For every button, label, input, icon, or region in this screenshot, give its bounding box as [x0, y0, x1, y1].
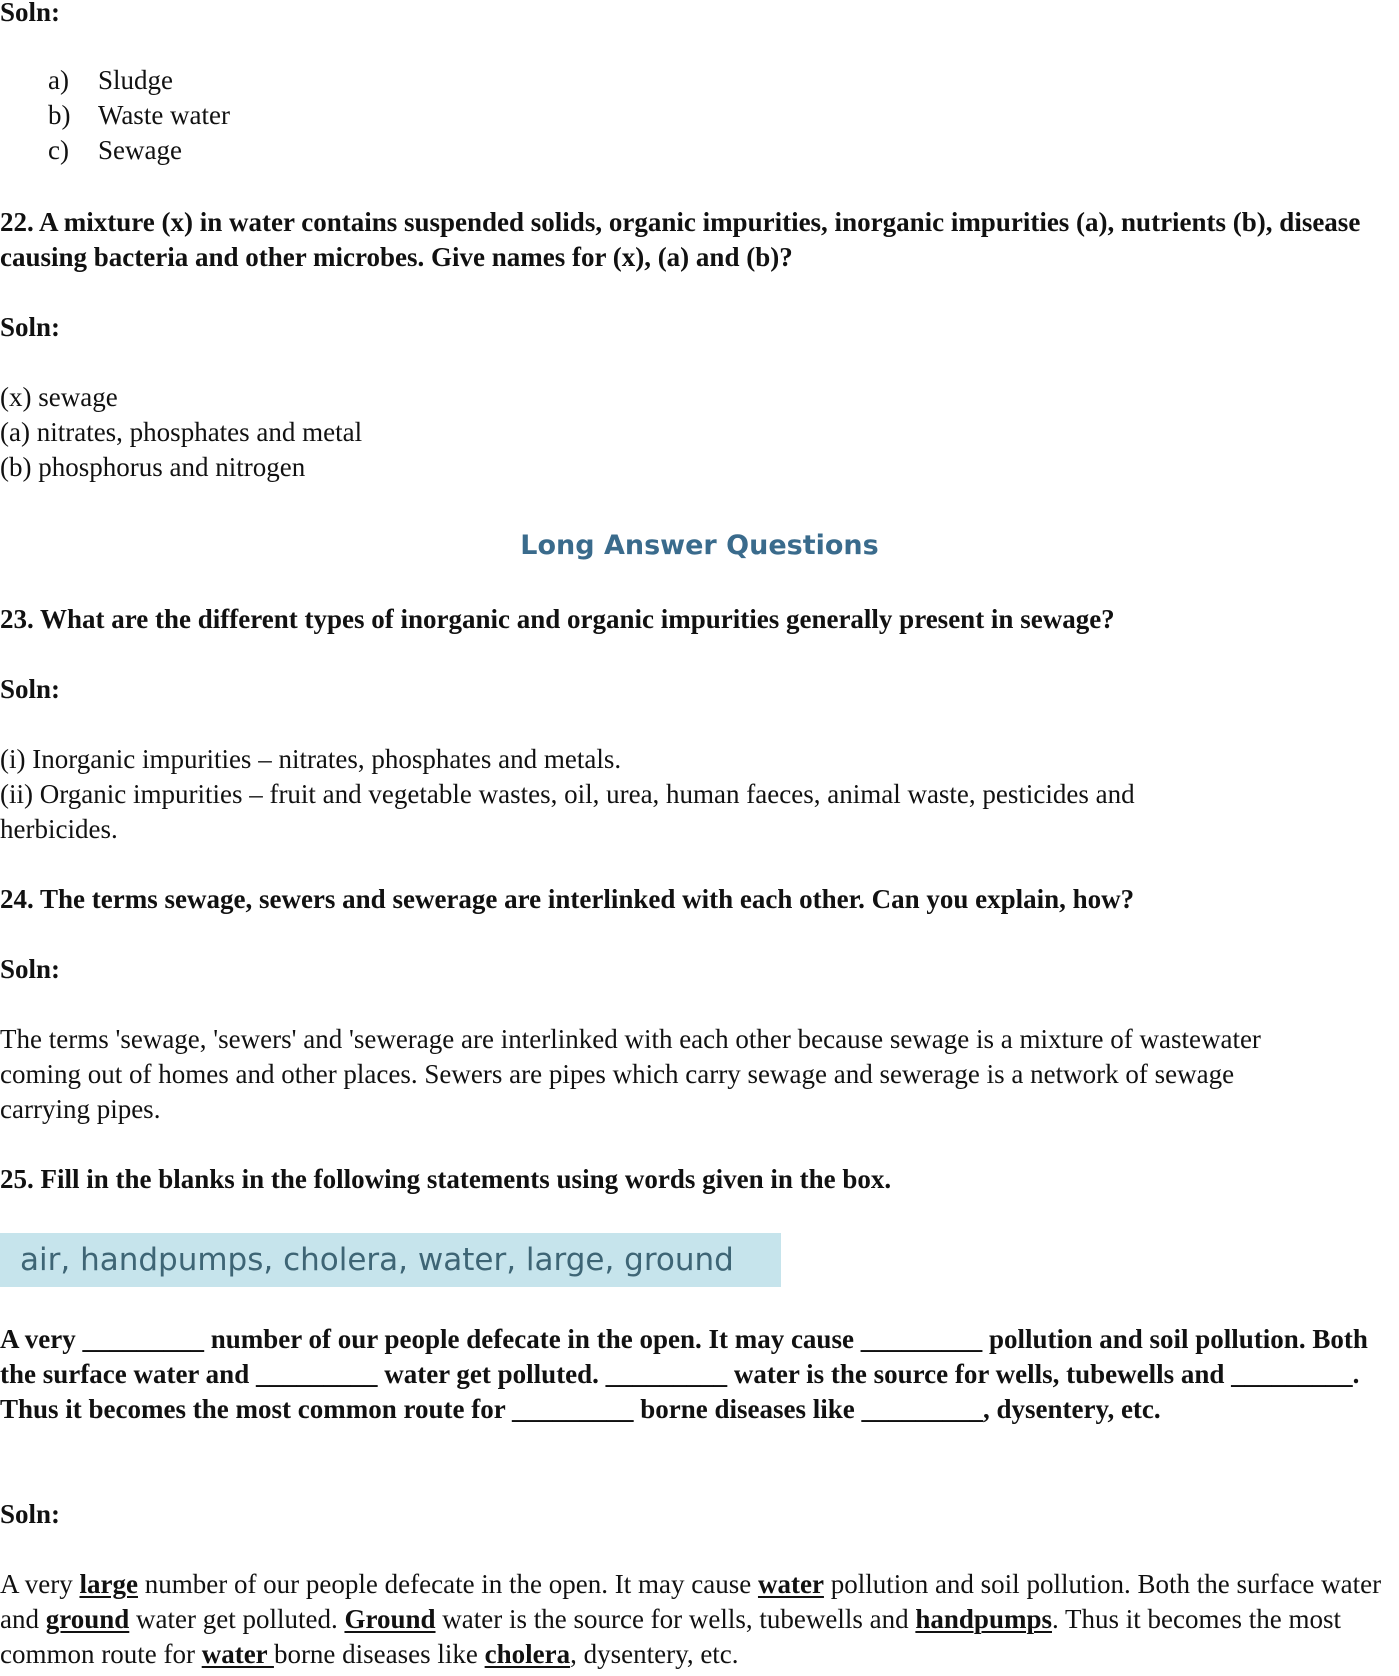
filled-blank: water — [757, 1569, 824, 1599]
word-box — [0, 1233, 781, 1287]
list-item: b) Waste water — [48, 100, 231, 130]
filled-blank: Ground — [344, 1604, 436, 1634]
answer-text: . Thus it becomes the most common route for — [0, 1604, 1341, 1669]
soln-label-24: Soln: — [0, 954, 61, 984]
filled-blank: water — [201, 1639, 274, 1669]
soln-label-21: Soln: — [0, 0, 61, 27]
answer-text: water get polluted. — [129, 1604, 345, 1634]
soln-label-23: Soln: — [0, 674, 61, 704]
answer-23-organic: (ii) Organic impurities – fruit and vegetable wastes, oil, urea, human faeces, animal waste, pesticides and herbicides. — [0, 779, 1135, 844]
section-heading: Long Answer Questions — [520, 530, 879, 561]
word-box-text: air, handpumps, cholera, water, large, ground — [20, 1242, 734, 1278]
answer-23-inorganic: (i) Inorganic impurities – nitrates, phosphates and metals. — [0, 744, 622, 774]
answer-22-a: (a) nitrates, phosphates and metal — [0, 417, 363, 447]
fill-in-statement: A very _________ number of our people defecate in the open. It may cause _________ pollution and soil pollution. Both the surface water and _________ water get polluted. _________ water is the source for wells, tubewells and _________. Thus it becomes the most common route for _________ borne diseases like _________, dysentery, etc. — [0, 1324, 1368, 1424]
filled-blank: handpumps — [915, 1604, 1052, 1634]
list-item: a) Sludge — [48, 65, 174, 95]
answer-text: water is the source for wells, tubewells and — [435, 1604, 916, 1634]
answer-text: , dysentery, etc. — [570, 1639, 739, 1669]
answer-text: number of our people defecate in the open. It may cause — [137, 1569, 758, 1599]
answer-24: The terms 'sewage, 'sewers' and 'sewerage are interlinked with each other because sewage is a mixture of wastewater coming out of homes and other places. Sewers are pipes which carry sewage and sewerage is a network of sewage carrying pipes. — [0, 1024, 1261, 1124]
list-item: c) Sewage — [48, 135, 182, 165]
soln-label-22: Soln: — [0, 312, 61, 342]
question-22: 22. A mixture (x) in water contains suspended solids, organic impurities, inorganic impurities (a), nutrients (b), disease causing bacteria and other microbes. Give names for (x), (a) and (b)? — [0, 207, 1361, 272]
answer-22-b: (b) phosphorus and nitrogen — [0, 452, 306, 482]
answer-22-x: (x) sewage — [0, 382, 118, 412]
answer-25 — [0, 1567, 1399, 1672]
soln-label-25: Soln: — [0, 1499, 61, 1529]
answer-text: borne diseases like — [273, 1639, 485, 1669]
question-25: 25. Fill in the blanks in the following statements using words given in the box. — [0, 1164, 892, 1194]
q21-answer-list — [48, 63, 1359, 168]
answer-text: pollution and soil pollution. Both the surface water and — [0, 1569, 1382, 1634]
filled-blank: large — [79, 1569, 138, 1599]
answer-text: A very — [0, 1569, 80, 1599]
filled-blank: ground — [45, 1604, 130, 1634]
question-23: 23. What are the different types of inorganic and organic impurities generally present in sewage? — [0, 604, 1115, 634]
filled-blank: cholera — [484, 1639, 571, 1669]
question-24: 24. The terms sewage, sewers and sewerage are interlinked with each other. Can you explain, how? — [0, 884, 1135, 914]
